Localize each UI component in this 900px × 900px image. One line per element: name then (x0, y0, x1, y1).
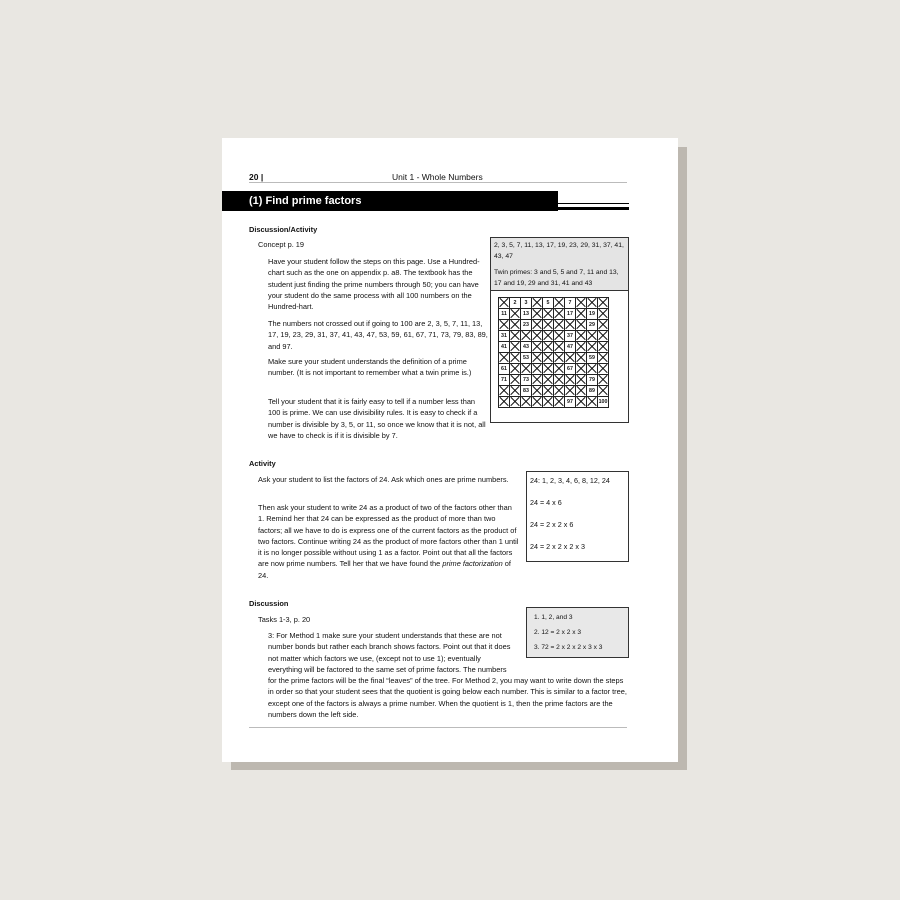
hundred-chart-cell: 73 (521, 375, 532, 386)
hundred-chart-cell (510, 309, 521, 320)
hundred-chart-cell (576, 375, 587, 386)
hundred-chart-cell: 23 (521, 320, 532, 331)
hundred-chart-cell (510, 320, 521, 331)
hundred-chart-cell (587, 397, 598, 408)
hundred-chart-cell (554, 320, 565, 331)
hundred-chart-cell (532, 331, 543, 342)
paragraph (258, 502, 520, 581)
hundred-chart-cell (554, 309, 565, 320)
answers-box (526, 607, 629, 658)
hundred-chart-cell: 79 (587, 375, 598, 386)
title-rule (558, 203, 629, 204)
answer-line: 2. 12 = 2 x 2 x 3 (534, 629, 582, 636)
hundred-chart-cell (587, 298, 598, 309)
hundred-chart-cell (554, 375, 565, 386)
hundred-chart-cell (598, 298, 609, 309)
hundred-chart-cell (543, 309, 554, 320)
hundred-chart-cell (543, 342, 554, 353)
hundred-chart-cell (543, 364, 554, 375)
factor-box (526, 471, 629, 562)
answer-line: 1. 1, 2, and 3 (534, 614, 573, 621)
hundred-chart-cell (532, 309, 543, 320)
discussion-text: 3: For Method 1 make sure your student understands that these are not number bonds but rather each branch shows factors. Point out that it does not matter which factors we use, (except not to use 1); eventually everything will be factored to the same set of prime factors. The numbers for the prime factors will be the final “leaves” of the tree. For Method 2, you may want to write down the steps in order so that your student sees that the quotient is going below each number. This is similar to a factor tree, except one of the factors is always a prime number. When the quotient is 1, then the prime factors are the numbers down the left side. (268, 631, 627, 720)
hundred-chart (498, 297, 609, 408)
hundred-chart-cell (543, 375, 554, 386)
hundred-chart-cell (598, 309, 609, 320)
hundred-chart-cell (543, 397, 554, 408)
hundred-chart-cell (543, 386, 554, 397)
hundred-chart-cell (532, 320, 543, 331)
tasks-heading: Tasks 1-3, p. 20 (258, 615, 311, 624)
hundred-chart-cell (565, 375, 576, 386)
hundred-chart-cell (598, 386, 609, 397)
hundred-chart-cell: 17 (565, 309, 576, 320)
hundred-chart-cell (565, 353, 576, 364)
hundred-chart-cell: 19 (587, 309, 598, 320)
hundred-chart-cell (510, 364, 521, 375)
hundred-chart-cell (598, 331, 609, 342)
concept-heading: Concept p. 19 (258, 240, 305, 249)
hundred-chart-cell (554, 298, 565, 309)
hundred-chart-cell: 67 (565, 364, 576, 375)
hundred-chart-cell (532, 353, 543, 364)
hundred-chart-cell (554, 331, 565, 342)
hundred-chart-cell: 41 (499, 342, 510, 353)
document-page (222, 138, 678, 762)
hundred-chart-cell (598, 375, 609, 386)
hundred-chart-cell: 29 (587, 320, 598, 331)
hundred-chart-cell (576, 309, 587, 320)
hundred-chart-cell: 71 (499, 375, 510, 386)
hundred-chart-cell (521, 331, 532, 342)
factor-line: 24 = 2 x 2 x 6 (530, 520, 574, 529)
header-divider (249, 182, 627, 183)
hundred-chart-cell (554, 386, 565, 397)
paragraph: Tell your student that it is fairly easy to tell if a number less than 100 is prime. We can use divisibility rules. It is easy to check if a number is divisible by 3, 5, or 11, so once we know that it is not, all we have to check is if it is divisible by 7. (268, 397, 486, 440)
activity-text-end: of 24. (258, 559, 511, 580)
hundred-chart-cell (510, 353, 521, 364)
discussion-activity-heading: Discussion/Activity (249, 225, 318, 234)
paragraph: The numbers not crossed out if going to 100 are 2, 3, 5, 7, 11, 13, 17, 19, 23, 29, 31, 37, 41, 43, 47, 53, 59, 61, 67, 71, 73, 79, 83, 89, and 97. (268, 319, 488, 351)
hundred-chart-cell (499, 397, 510, 408)
hundred-chart-cell (532, 386, 543, 397)
hundred-chart-cell (499, 298, 510, 309)
hundred-chart-cell (598, 364, 609, 375)
hundred-chart-cell (576, 386, 587, 397)
hundred-chart-cell (576, 364, 587, 375)
hundred-chart-cell (543, 320, 554, 331)
italic-term: prime factorization (442, 559, 503, 569)
hundred-chart-cell (532, 342, 543, 353)
factor-line: 24 = 4 x 6 (530, 498, 562, 507)
hundred-chart-cell (598, 353, 609, 364)
footer-divider (249, 727, 627, 728)
hundred-chart-cell: 89 (587, 386, 598, 397)
hundred-chart-cell: 61 (499, 364, 510, 375)
paragraph: Ask your student to list the factors of 24. Ask which ones are prime numbers. (258, 475, 509, 484)
hundred-chart-cell: 100 (598, 397, 609, 408)
hundred-chart-cell (576, 320, 587, 331)
hundred-chart-cell (532, 397, 543, 408)
factor-line: 24: 1, 2, 3, 4, 6, 8, 12, 24 (530, 476, 610, 485)
hundred-chart-cell: 47 (565, 342, 576, 353)
activity-text: Then ask your student to write 24 as a product of two of the factors other than 1. Remind her that 24 can be expressed as the product of more than two factors; all we have to do is express one of the current factors as the product of two factors. Continue writing 24 as the product of more factors other than 1 until it is no longer possible without using 1 as a factor. Point out that all the factors are now prime numbers. Tell her that we have found the (258, 503, 519, 569)
hundred-chart-cell (576, 397, 587, 408)
factor-line: 24 = 2 x 2 x 2 x 3 (530, 542, 585, 551)
hundred-chart-cell (521, 364, 532, 375)
hundred-chart-cell: 37 (565, 331, 576, 342)
unit-title: Unit 1 - Whole Numbers (392, 172, 483, 182)
hundred-chart-cell: 97 (565, 397, 576, 408)
hundred-chart-cell (554, 342, 565, 353)
hundred-chart-cell: 43 (521, 342, 532, 353)
hundred-chart-cell (554, 353, 565, 364)
section-title: (1) Find prime factors (222, 191, 558, 211)
hundred-chart-cell (587, 342, 598, 353)
hundred-chart-cell: 13 (521, 309, 532, 320)
discussion-heading: Discussion (249, 599, 289, 608)
hundred-chart-cell (510, 331, 521, 342)
hundred-chart-cell (576, 298, 587, 309)
hundred-chart-cell: 3 (521, 298, 532, 309)
box-divider (491, 290, 628, 291)
hundred-chart-cell (576, 353, 587, 364)
hundred-chart-cell (576, 331, 587, 342)
title-rule (558, 207, 629, 210)
hundred-chart-cell (499, 386, 510, 397)
hundred-chart-cell (554, 397, 565, 408)
hundred-chart-cell (521, 397, 532, 408)
hundred-chart-cell: 5 (543, 298, 554, 309)
hundred-chart-cell: 83 (521, 386, 532, 397)
hundred-chart-cell (587, 364, 598, 375)
hundred-chart-cell (598, 342, 609, 353)
hundred-chart-cell (510, 397, 521, 408)
hundred-chart-cell: 53 (521, 353, 532, 364)
hundred-chart-cell (510, 375, 521, 386)
hundred-chart-cell: 59 (587, 353, 598, 364)
hundred-chart-cell (565, 386, 576, 397)
hundred-chart-cell: 11 (499, 309, 510, 320)
activity-heading: Activity (249, 459, 276, 468)
primes-shaded (491, 238, 628, 290)
hundred-chart-cell: 31 (499, 331, 510, 342)
hundred-chart-cell (532, 364, 543, 375)
hundred-chart-cell (587, 331, 598, 342)
hundred-chart-cell (554, 364, 565, 375)
hundred-chart-cell (576, 342, 587, 353)
primes-list: 2, 3, 5, 7, 11, 13, 17, 19, 23, 29, 31, 37, 41, 43, 47 (494, 242, 624, 260)
twin-primes: Twin primes: 3 and 5, 5 and 7, 11 and 13, 17 and 19, 29 and 31, 41 and 43 (494, 269, 619, 287)
hundred-chart-cell (565, 320, 576, 331)
paragraph: Have your student follow the steps on this page. Use a Hundred-chart such as the one on appendix p. a8. The textbook has the student just finding the prime numbers through 50; you can have your student do the same process with all 100 numbers on the Hundred-hart. (268, 257, 480, 312)
hundred-chart-cell (510, 386, 521, 397)
hundred-chart-cell (598, 320, 609, 331)
hundred-chart-cell (532, 298, 543, 309)
hundred-chart-cell (499, 353, 510, 364)
hundred-chart-cell (499, 320, 510, 331)
page-number: 20 | (249, 172, 264, 182)
hundred-chart-cell (510, 342, 521, 353)
hundred-chart-cell (543, 353, 554, 364)
hundred-chart-cell: 7 (565, 298, 576, 309)
hundred-chart-cell: 2 (510, 298, 521, 309)
answer-line: 3. 72 = 2 x 2 x 2 x 3 x 3 (534, 644, 603, 651)
hundred-chart-cell (543, 331, 554, 342)
hundred-chart-cell (532, 375, 543, 386)
paragraph: Make sure your student understands the definition of a prime number. (It is not important to remember what a twin prime is.) (268, 357, 472, 378)
